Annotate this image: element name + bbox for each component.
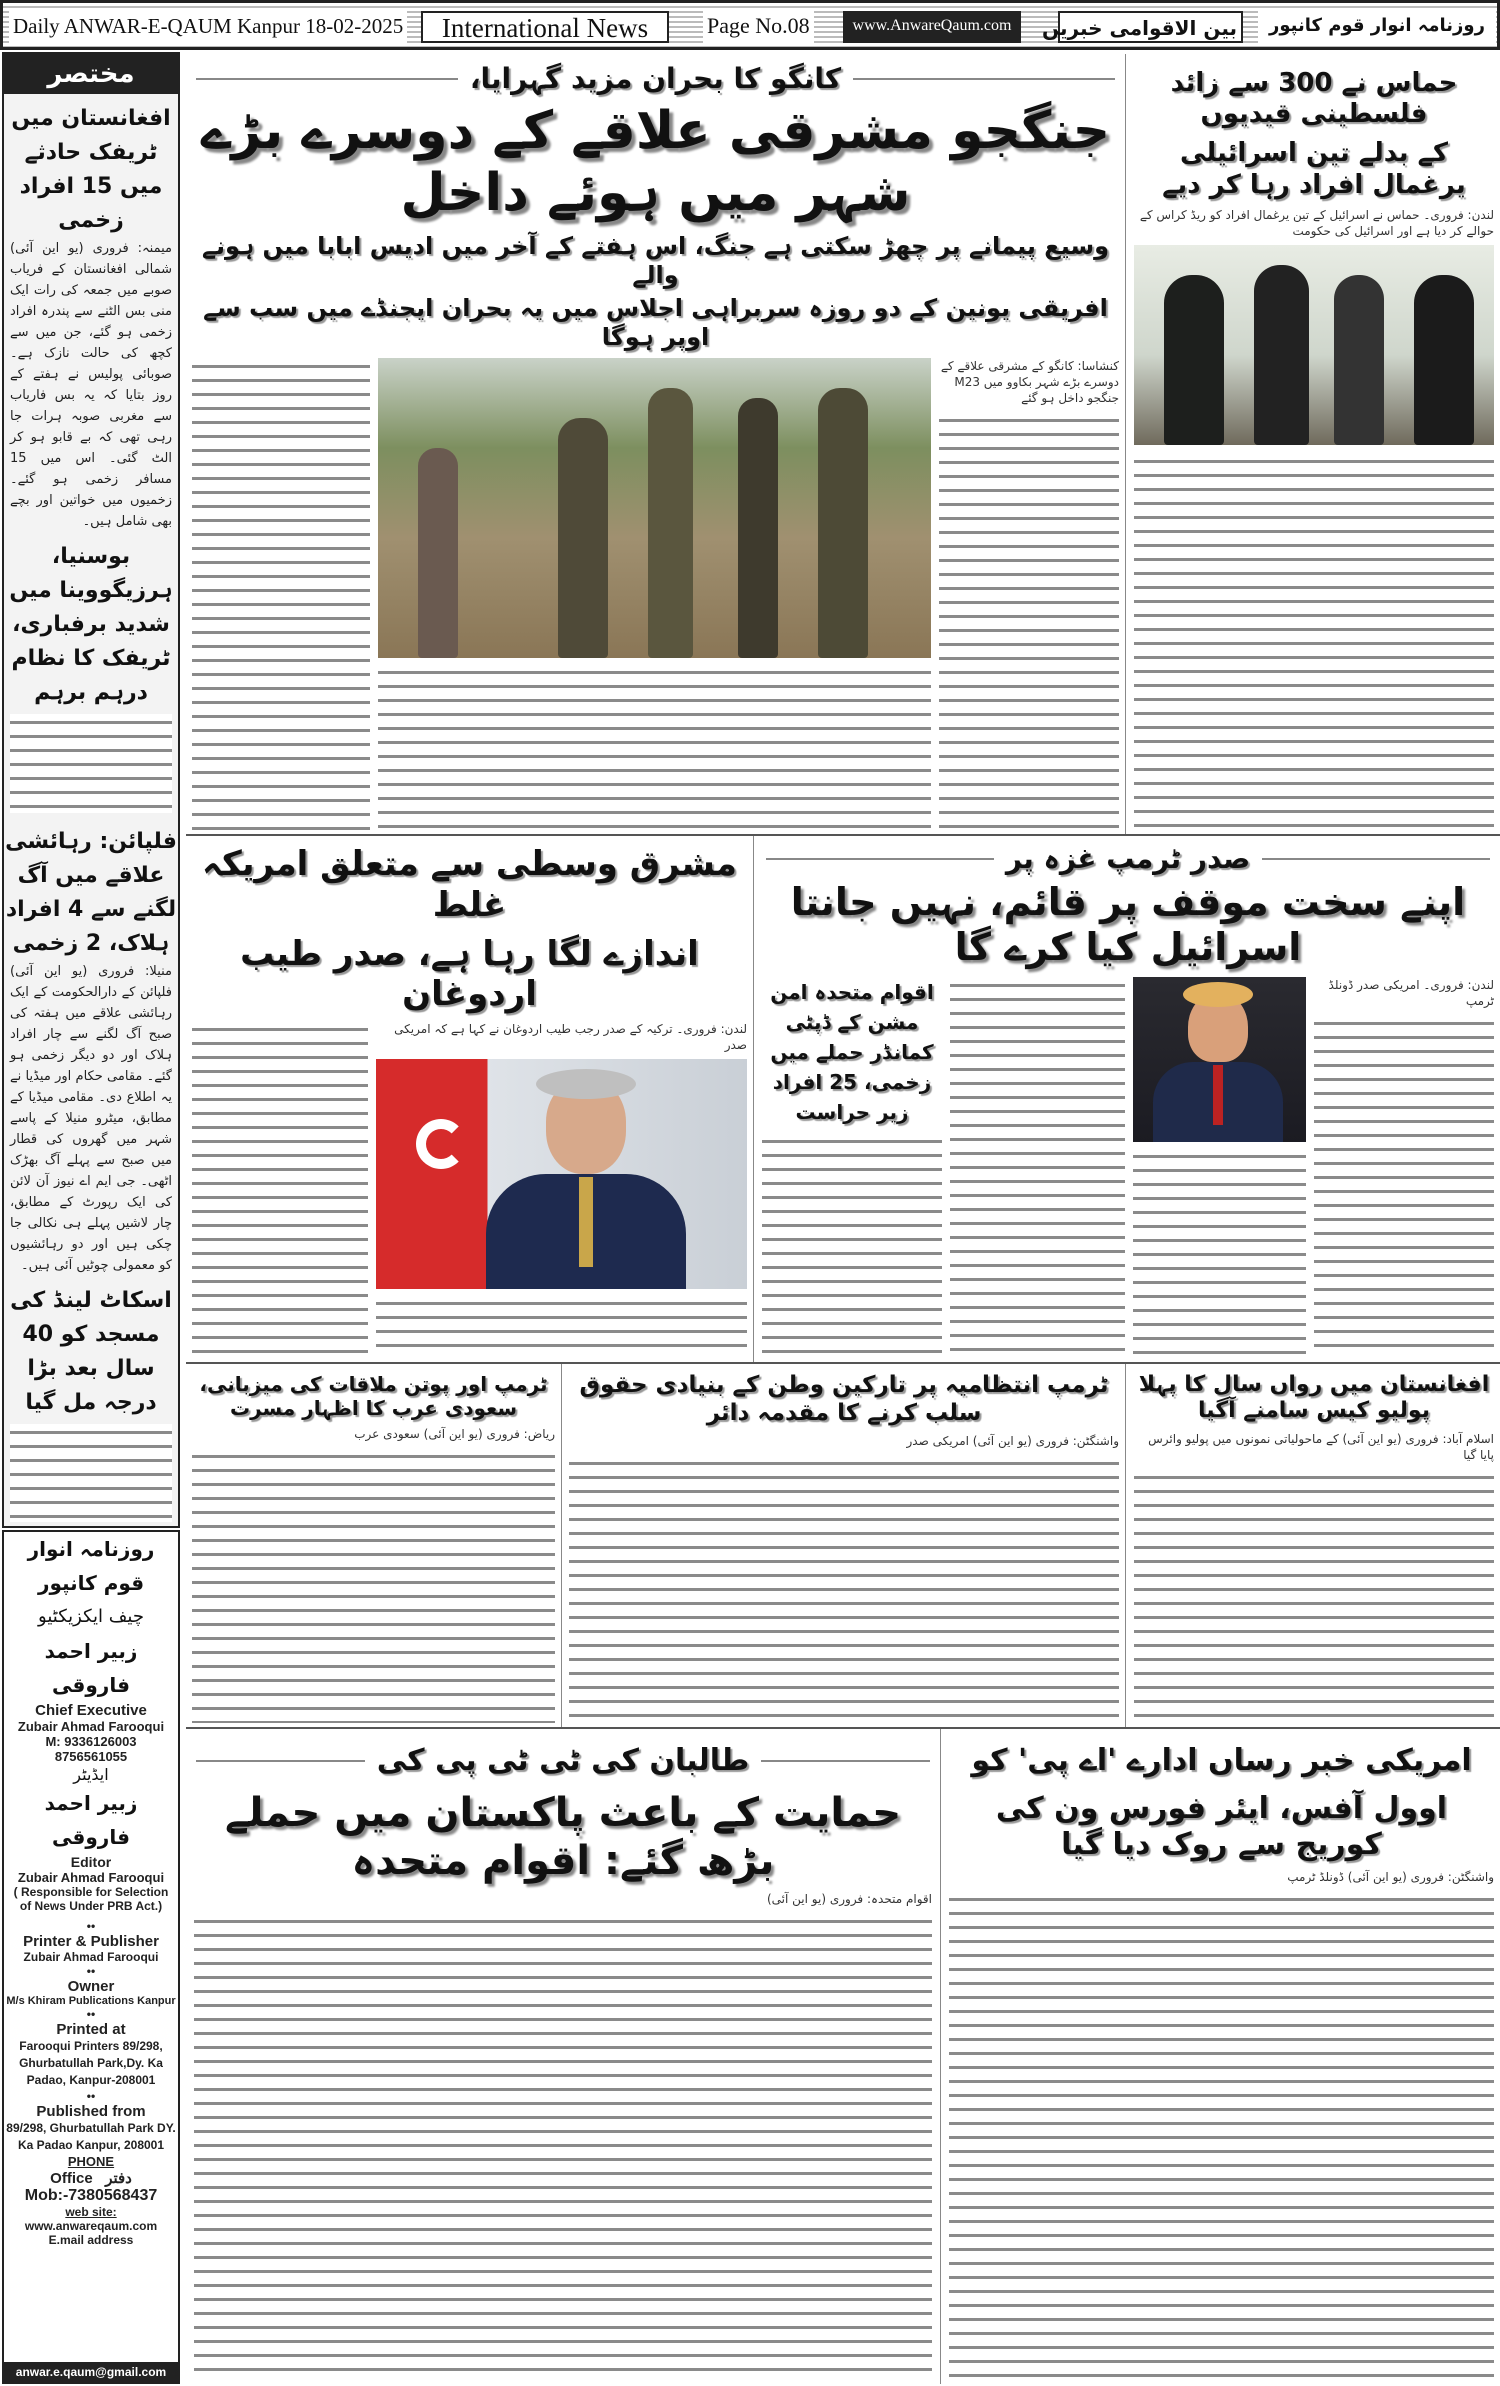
paper-date-label: Daily ANWAR-E-QAUM Kanpur 18-02-2025 <box>9 11 407 43</box>
page-number: Page No.08 <box>703 11 814 43</box>
brief-headline: فلپائن: رہائشی علاقے میں آگ لگنے سے 4 افراد ہلاک، 2 زخمی <box>5 828 177 956</box>
story-lead: اقوام متحدہ: فروری (یو این آئی) <box>767 1892 932 1906</box>
brief-headline: اسکاٹ لینڈ کی مسجد کو 40 سال بعد بڑا درجہ مل گیا <box>10 1287 172 1415</box>
email-label: E.mail address <box>48 2233 134 2247</box>
story-lead: اسلام آباد: فروری (یو این آئی) کے ماحولیاتی نمونوں میں پولیو وائرس پایا گیا <box>1148 1431 1494 1462</box>
brief-headline: افغانستان میں ٹریفک حادثے میں 15 افراد زخمی <box>11 106 171 233</box>
chief-exec-label: Chief Executive <box>35 1702 147 1719</box>
owner-name: M/s Khiram Publications Kanpur <box>6 1995 176 2007</box>
mobile-2: 8756561055 <box>54 1749 128 1764</box>
story-kicker: صدر ٹرمپ غزہ پر <box>1005 842 1251 875</box>
editor-urdu: ایڈیٹر <box>73 1765 109 1784</box>
section-title-urdu: بین الاقوامی خبریں <box>1058 11 1243 43</box>
story-body-lines <box>1314 1015 1494 1358</box>
sidebar-briefs <box>2 52 180 1528</box>
story-un-peacekeepers <box>762 977 942 1358</box>
story-body-lines <box>194 1913 932 2380</box>
story-taliban-ttp <box>186 1729 941 2384</box>
story-headline: مشرق وسطی سے متعلق امریکہ غلط <box>202 844 737 925</box>
story-trump-gaza <box>756 836 1500 1362</box>
hamas-photo <box>1134 245 1494 445</box>
masthead-logo: روزنامہ انوار قوم کانپور <box>1258 11 1496 43</box>
story-lead: لندن: فروری۔ ترکیہ کے صدر رجب طیب اردوغان نے کہا ہے کہ امریکی صدر <box>394 1022 747 1053</box>
brief-headline: بوسنیا، ہرزیگووینا میں شدید برفباری، ٹریفک کا نظام درہم برہم <box>9 544 173 705</box>
editor-name-urdu: زبیر احمد فاروقی <box>44 1791 138 1849</box>
story-subheadline: افریقی یونین کے دو روزہ سربراہی اجلاس میں یہ بحران ایجنڈے میں سب سے اوپر ہوگا <box>203 293 1108 351</box>
story-headline: کے بدلے تین اسرائیلی یرغمال افراد رہا کر دیے <box>1162 138 1466 200</box>
story-body-lines <box>1134 1469 1494 1723</box>
section-title: International News <box>421 11 669 43</box>
imprint-logo: روزنامہ انوار قوم کانپور <box>27 1537 155 1595</box>
printed-label: Printed at <box>56 2021 126 2038</box>
masthead-bar <box>0 0 1500 50</box>
brief-body-lines <box>10 714 172 813</box>
website-link[interactable]: www.AnwareQaum.com <box>843 11 1021 43</box>
separator-dots: •• <box>86 1964 96 1978</box>
brief-body: منیلا: فروری (یو این آئی) فلپائن کے دارالحکومت کے ایک رہائشی علاقے میں ہفتہ کی صبح آگ لگنے سے چار افراد ہلاک اور دو دیگر زخمی ہو گئے۔ مقامی حکام اور میڈیا نے یہ اطلاع دی۔ مقامی میڈیا کے مطابق، میٹرو منیلا کے پاسے شہر میں گھروں کی قطار میں صبح سے پہلے آگ بھڑک اٹھی۔ جی ایم اے نیوز آن لائن کی ایک رپورٹ کے مطابق، چار لاشیں پہلے ہی نکالی جا چکی ہیں اور دو رہائشیوں کو معمولی چوٹیں آئی ہیں۔ <box>10 963 172 1273</box>
story-body-lines <box>192 358 370 830</box>
story-headline: ٹرمپ اور پوتن ملاقات کی میزبانی، سعودی عرب کا اظہار مسرت <box>199 1372 548 1420</box>
story-trump-immigrants <box>563 1364 1126 1727</box>
editor-label: Editor <box>70 1854 112 1870</box>
trump-photo <box>1133 977 1306 1142</box>
office-label: Office <box>50 2170 93 2187</box>
name-urdu: زبیر احمد فاروقی <box>44 1639 138 1697</box>
printer-label: Printer & Publisher <box>23 1933 159 1950</box>
story-body-lines <box>939 412 1119 830</box>
story-ap-banned <box>943 1729 1500 2384</box>
story-erdogan <box>186 836 754 1362</box>
erdogan-photo <box>376 1059 747 1289</box>
email-address[interactable]: anwar.e.qaum@gmail.com <box>4 2362 178 2382</box>
story-afghan-polio <box>1128 1364 1500 1727</box>
published-label: Published from <box>36 2103 146 2120</box>
owner-label: Owner <box>67 1978 115 1995</box>
chief-exec-name: Zubair Ahmad Farooqui <box>17 1719 165 1734</box>
story-body-lines <box>192 1448 555 1723</box>
congo-soldiers-photo <box>378 358 931 658</box>
brief-body: میمنہ: فروری (یو این آئی) شمالی افغانستان کے فریاب صوبے میں جمعہ کی رات ایک منی بس الٹنے سے پندرہ افراد زخمی ہو گئے، جن میں سے کچھ کی حالت نازک ہے۔ صوبائی پولیس نے ہفتے کے روز بتایا کہ یہ بس فاریاب سے مغربی صوبہ ہرات جا رہی تھی کہ بے قابو ہو کر الٹ گئی۔ اس میں 15 مسافر زخمی ہو گئے۔ زخمیوں میں خواتین اور بچے بھی شامل ہیں۔ <box>10 241 172 529</box>
published-address: 89/298, Ghurbatullah Park DY. Ka Padao Kanpur, 208001 <box>6 2121 176 2152</box>
story-congo <box>186 54 1126 834</box>
separator-dots: •• <box>86 2007 96 2021</box>
story-saudi-summit <box>186 1364 562 1727</box>
story-body-lines <box>1134 453 1494 830</box>
story-lead: لندن: فروری۔ امریکی صدر ڈونلڈ ٹرمپ <box>1328 977 1494 1008</box>
story-body-lines <box>950 977 1125 1358</box>
story-body-lines <box>1133 1148 1306 1358</box>
story-headline: اوول آفس، ایئر فورس ون کی کوریج سے روک دیا گیا <box>995 1791 1448 1862</box>
story-body-lines <box>192 1021 368 1358</box>
mobile-1: M: 9336126003 <box>45 1734 137 1749</box>
story-headline: اپنے سخت موقف پر قائم، نہیں جانتا اسرائیل کیا کرے گا <box>790 879 1466 970</box>
story-lead: ریاض: فروری (یو این آئی) سعودی عرب <box>354 1427 555 1441</box>
story-headline: امریکی خبر رساں ادارے 'اے پی' کو <box>971 1743 1472 1778</box>
printed-address: Farooqui Printers 89/298, Ghurbatullah Park,Dy. Ka Padao, Kanpur-208001 <box>19 2039 163 2087</box>
story-headline: ٹرمپ انتظامیہ پر تارکین وطن کے بنیادی حقوق سلب کرنے کا مقدمہ دائر <box>579 1372 1109 1426</box>
phone-label: PHONE <box>67 2154 115 2169</box>
story-lead: کنشاسا: کانگو کے مشرقی علاقے کے دوسرے بڑے شہر بکاوو میں M23 جنگجو داخل ہو گئے <box>940 358 1119 405</box>
story-headline: اندازے لگا رہا ہے، صدر طیب اردوغان <box>240 933 699 1015</box>
website-url[interactable]: www.anwareqaum.com <box>24 2219 158 2233</box>
story-headline: اقوام متحدہ امن مشن کے ڈپٹی کمانڈر حملے میں زخمی، 25 افراد زیر حراست <box>770 979 934 1124</box>
story-hamas <box>1128 54 1500 834</box>
story-lead: واشنگٹن: فروری (یو این آئی) ڈونلڈ ٹرمپ <box>1287 1870 1494 1884</box>
story-headline: حمایت کے باعث پاکستان میں حملے بڑھ گئے: اقوام متحدہ <box>224 1790 902 1884</box>
story-body-lines <box>378 664 931 830</box>
story-lead: لندن: فروری۔ حماس نے اسرائیل کے تین یرغمال افراد کو ریڈ کراس کے حوالے کر دیا ہے اور اسرائیل کی حکومت <box>1139 207 1494 238</box>
printer-name: Zubair Ahmad Farooqui <box>23 1950 159 1964</box>
office-urdu: دفتر <box>105 2170 132 2187</box>
editor-name: Zubair Ahmad Farooqui <box>17 1870 165 1885</box>
story-body-lines <box>762 1133 942 1358</box>
chief-exec-urdu: چیف ایکزیکٹیو <box>38 1606 144 1627</box>
prb-note: ( Responsible for Selection of News Under PRB Act.) <box>13 1885 169 1913</box>
story-body-lines <box>569 1455 1119 1723</box>
story-headline: حماس نے 300 سے زائد فلسطینی قیدیوں <box>1170 68 1458 130</box>
story-headline: افغانستان میں رواں سال کا پہلا پولیو کیس سامنے آگیا <box>1138 1372 1490 1424</box>
briefs-title: مختصر <box>4 54 178 94</box>
separator-dots: •• <box>86 2089 96 2103</box>
story-headline: جنگجو مشرقی علاقے کے دوسرے بڑے شہر میں ہوئے داخل <box>200 100 1111 223</box>
brief-body-lines <box>10 1424 172 1523</box>
story-lead: واشنگٹن: فروری (یو این آئی) امریکی صدر <box>906 1434 1119 1449</box>
story-kicker: کانگو کا بحران مزید گہرایا، <box>469 62 842 95</box>
imprint-box <box>2 1530 180 2384</box>
story-body-lines <box>376 1295 747 1358</box>
story-subheadline: وسیع پیمانے پر چھڑ سکتی ہے جنگ، اس ہفتے کے آخر میں ادیس ابابا میں ہونے والے <box>201 232 1110 290</box>
story-kicker: طالبان کی ٹی ٹی پی کی <box>376 1743 750 1778</box>
separator-dots: •• <box>86 1919 96 1933</box>
story-body-lines <box>949 1891 1494 2380</box>
office-mobile: Mob:-7380568437 <box>24 2187 158 2204</box>
website-label: web site: <box>65 2205 117 2219</box>
